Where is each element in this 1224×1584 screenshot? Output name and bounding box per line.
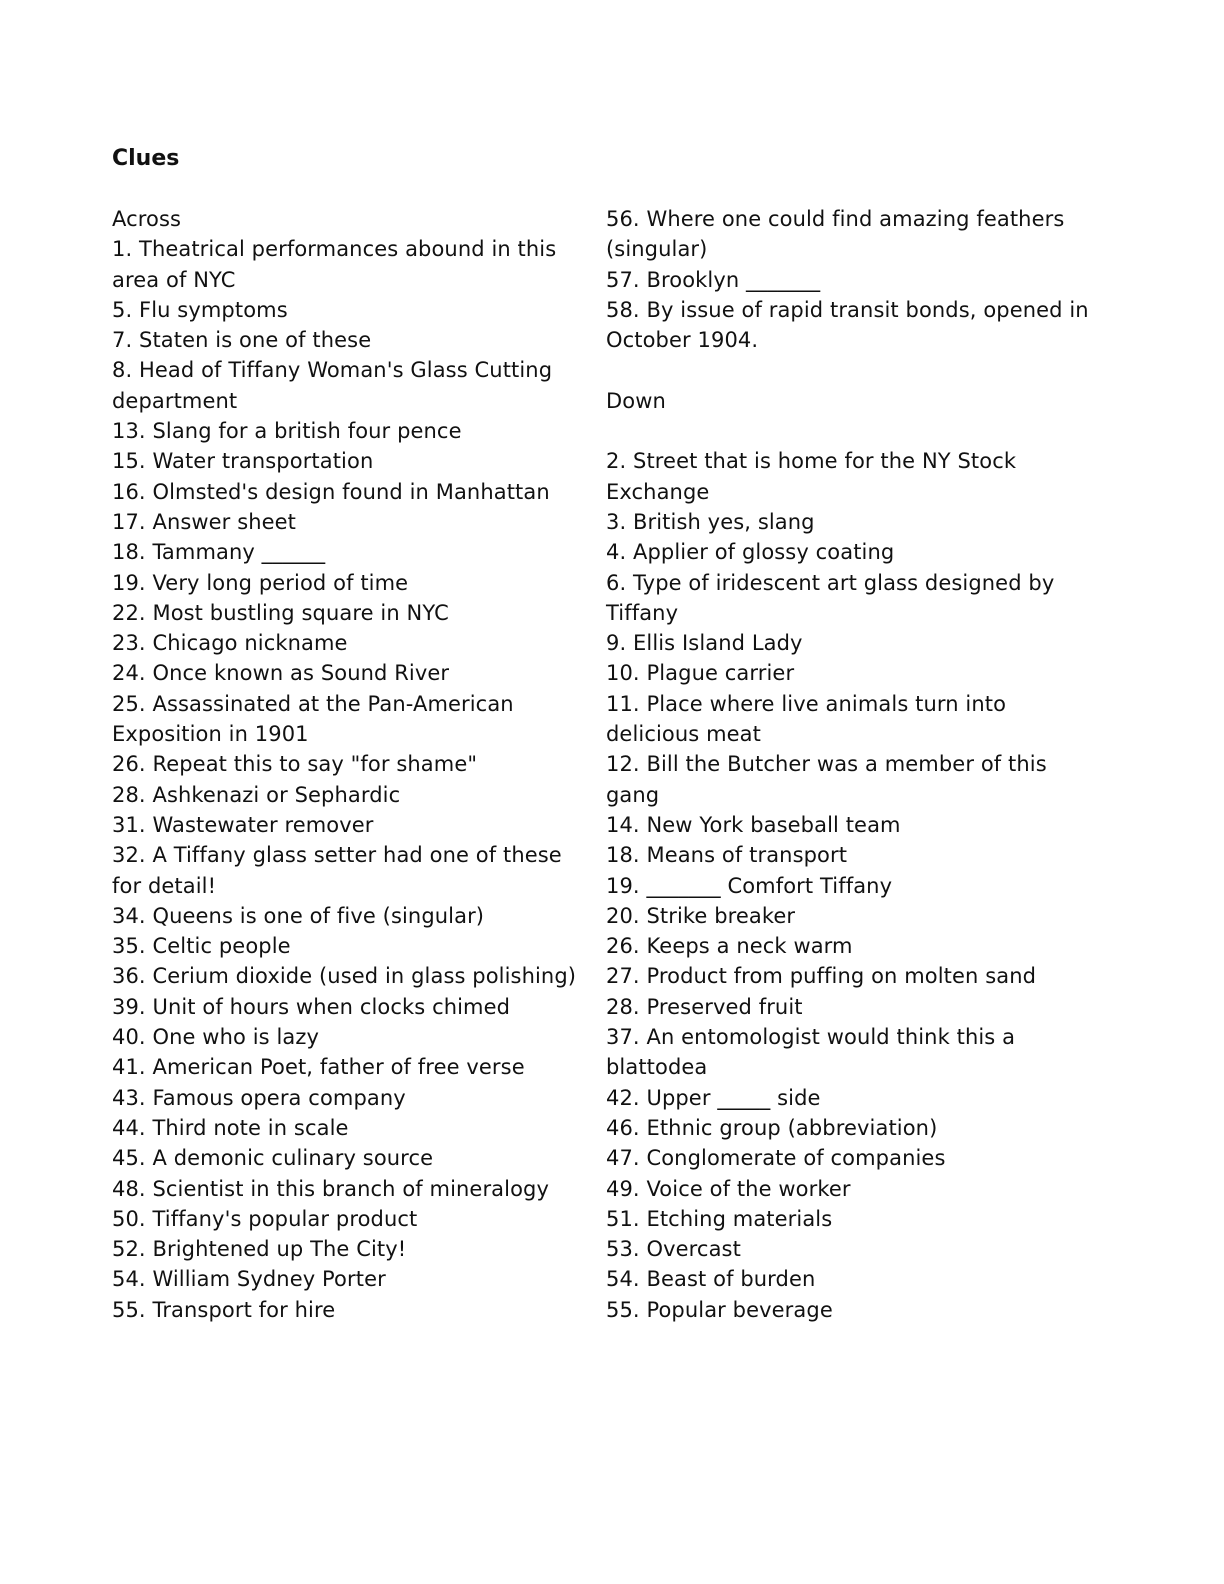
clue-line: 22. Most bustling square in NYC — [112, 600, 449, 625]
clue-line: 28. Ashkenazi or Sephardic — [112, 782, 401, 807]
clue-line: 10. Plague carrier — [606, 661, 795, 686]
clue-line: 17. Answer sheet — [112, 509, 297, 534]
clue-line: department — [112, 388, 238, 413]
clue-line: for detail! — [112, 873, 217, 898]
clue-line: 28. Preserved fruit — [606, 994, 803, 1019]
across-heading: Across — [112, 207, 182, 231]
clue-line: 8. Head of Tiffany Woman's Glass Cutting — [112, 358, 553, 383]
clue-line: 34. Queens is one of five (singular) — [112, 903, 485, 928]
clue-line: 13. Slang for a british four pence — [112, 419, 462, 444]
clue-line: 23. Chicago nickname — [112, 631, 348, 656]
clue-line: 40. One who is lazy — [112, 1025, 320, 1050]
spacer — [606, 416, 1106, 446]
clue-line: 5. Flu symptoms — [112, 297, 288, 322]
clue-line: 24. Once known as Sound River — [112, 661, 450, 686]
down-clues-list — [606, 446, 1106, 1325]
clue-line: gang — [606, 782, 660, 807]
spacer — [606, 355, 1106, 385]
clue-line: 14. New York baseball team — [606, 812, 901, 837]
clue-line: 27. Product from puffing on molten sand — [606, 964, 1037, 989]
clue-line: 45. A demonic culinary source — [112, 1146, 434, 1171]
page-title: Clues — [112, 146, 180, 171]
clue-line: Tiffany — [606, 600, 679, 625]
clue-line: 47. Conglomerate of companies — [606, 1146, 946, 1171]
clue-line: 51. Etching materials — [606, 1206, 833, 1231]
clue-line: 19. Very long period of time — [112, 570, 409, 595]
clue-line: 36. Cerium dioxide (used in glass polishing) — [112, 964, 577, 989]
clue-line: 49. Voice of the worker — [606, 1176, 851, 1201]
clue-line: (singular) — [606, 237, 708, 262]
clue-line: 18. Means of transport — [606, 843, 848, 868]
clue-line: 58. By issue of rapid transit bonds, opened in — [606, 297, 1089, 322]
clue-line: 54. Beast of burden — [606, 1267, 816, 1292]
across-clues-continued — [606, 204, 1106, 355]
clue-line: 52. Brightened up The City! — [112, 1237, 407, 1262]
clue-line: 25. Assassinated at the Pan-American — [112, 691, 514, 716]
clue-line: 2. Street that is home for the NY Stock — [606, 449, 1017, 474]
clue-line: Exposition in 1901 — [112, 722, 309, 747]
clue-line: 18. Tammany ______ — [112, 540, 326, 565]
clue-line: 46. Ethnic group (abbreviation) — [606, 1115, 938, 1140]
clue-line: 6. Type of iridescent art glass designed by — [606, 570, 1055, 595]
clue-line: 42. Upper _____ side — [606, 1085, 821, 1110]
clue-line: October 1904. — [606, 328, 759, 353]
clue-line: 16. Olmsted's design found in Manhattan — [112, 479, 550, 504]
clue-line: 39. Unit of hours when clocks chimed — [112, 994, 511, 1019]
clue-line: 26. Repeat this to say "for shame" — [112, 752, 478, 777]
clue-line: 32. A Tiffany glass setter had one of these — [112, 843, 562, 868]
clue-line: 37. An entomologist would think this a — [606, 1025, 1016, 1050]
down-heading: Down — [606, 388, 666, 413]
clue-line: 41. American Poet, father of free verse — [112, 1055, 525, 1080]
clue-line: 57. Brooklyn _______ — [606, 267, 821, 292]
clue-line: 31. Wastewater remover — [112, 812, 374, 837]
right-clues-column — [606, 204, 1106, 1325]
clue-line: 7. Staten is one of these — [112, 328, 372, 353]
clue-line: 11. Place where live animals turn into — [606, 691, 1007, 716]
clue-line: 55. Transport for hire — [112, 1297, 336, 1322]
clue-line: 55. Popular beverage — [606, 1297, 833, 1322]
clue-line: 26. Keeps a neck warm — [606, 934, 853, 959]
clue-line: area of NYC — [112, 267, 236, 292]
clue-line: delicious meat — [606, 722, 761, 747]
clue-line: 1. Theatrical performances abound in this — [112, 237, 557, 262]
clue-line: 50. Tiffany's popular product — [112, 1206, 418, 1231]
clue-line: 48. Scientist in this branch of mineralogy — [112, 1176, 549, 1201]
clue-line: 53. Overcast — [606, 1237, 741, 1262]
clue-line: 4. Applier of glossy coating — [606, 540, 895, 565]
clue-line: 54. William Sydney Porter — [112, 1267, 386, 1292]
clue-line: 19. _______ Comfort Tiffany — [606, 873, 893, 898]
clue-line: 43. Famous opera company — [112, 1085, 406, 1110]
clue-line: blattodea — [606, 1055, 708, 1080]
clue-line: 44. Third note in scale — [112, 1115, 349, 1140]
clue-line: 3. British yes, slang — [606, 509, 815, 534]
clue-line: 12. Bill the Butcher was a member of this — [606, 752, 1047, 777]
clue-line: 35. Celtic people — [112, 934, 291, 959]
across-clues-column — [112, 204, 592, 1325]
clue-line: 9. Ellis Island Lady — [606, 631, 803, 656]
clue-line: Exchange — [606, 479, 710, 504]
clue-line: 15. Water transportation — [112, 449, 374, 474]
clue-line: 56. Where one could find amazing feathers — [606, 207, 1065, 231]
clue-line: 20. Strike breaker — [606, 903, 796, 928]
